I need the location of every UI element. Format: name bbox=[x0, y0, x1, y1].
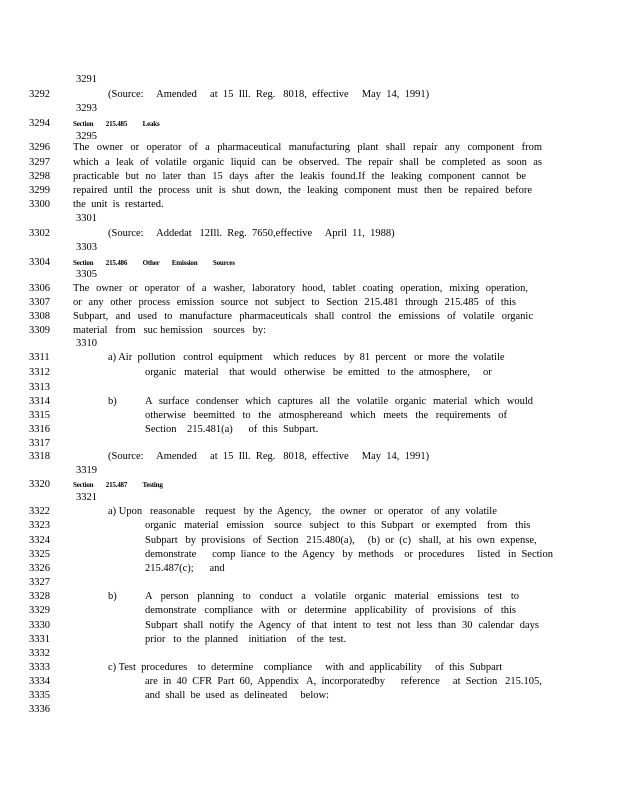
document-line bbox=[0, 88, 618, 102]
document-line bbox=[0, 117, 618, 131]
document-line bbox=[0, 212, 618, 226]
line-text: practicable but no later than 15 days after the leakis found.If the leaking component cannot be bbox=[73, 171, 526, 182]
interline-number: 3305 bbox=[76, 269, 97, 280]
line-number: 3317 bbox=[29, 438, 50, 449]
document-line bbox=[0, 241, 618, 255]
section-heading: Section 215.487 Testing bbox=[73, 481, 163, 489]
line-number: 3315 bbox=[29, 410, 50, 421]
interline-number: 3295 bbox=[76, 131, 97, 142]
line-number: 3302 bbox=[29, 228, 50, 239]
line-number: 3314 bbox=[29, 396, 50, 407]
line-number: 3298 bbox=[29, 171, 50, 182]
document-line bbox=[0, 478, 618, 492]
line-number: 3335 bbox=[29, 690, 50, 701]
document-line bbox=[0, 548, 618, 562]
line-text: which a leak of volatile organic liquid can be observed. The repair shall be completed as soon as bbox=[73, 157, 542, 168]
line-text: prior to the planned initiation of the test. bbox=[145, 634, 347, 645]
document-line bbox=[0, 689, 618, 703]
line-number: 3336 bbox=[29, 704, 50, 715]
line-text: A person planning to conduct a volatile organic material emissions test to bbox=[145, 591, 519, 602]
line-number: 3299 bbox=[29, 185, 50, 196]
line-number: 3323 bbox=[29, 520, 50, 531]
document-line bbox=[0, 534, 618, 548]
line-text: b) bbox=[108, 396, 117, 407]
line-number: 3318 bbox=[29, 451, 50, 462]
document-line bbox=[0, 519, 618, 533]
line-text: (Source: Amended at 15 Ill. Reg. 8018, effective May 14, 1991) bbox=[108, 89, 430, 100]
interline-number: 3303 bbox=[76, 242, 97, 253]
document-line bbox=[0, 73, 618, 87]
hanging-indent-text bbox=[0, 604, 618, 618]
hanging-indent-text bbox=[0, 409, 618, 423]
line-text: The owner or operator of a pharmaceutical manufacturing plant shall repair any component from bbox=[73, 142, 542, 153]
hanging-indent-text bbox=[0, 633, 618, 647]
document-line bbox=[0, 437, 618, 451]
line-number: 3311 bbox=[29, 352, 50, 363]
line-number: 3300 bbox=[29, 199, 50, 210]
line-number: 3309 bbox=[29, 325, 50, 336]
line-text: organic material that would otherwise be emitted to the atmosphere, or bbox=[145, 367, 492, 378]
line-number: 3320 bbox=[29, 479, 50, 490]
interline-number: 3310 bbox=[76, 338, 97, 349]
line-text: Subpart by provisions of Section 215.480(a), (b) or (c) shall, at his own expense, bbox=[145, 535, 537, 546]
line-number: 3316 bbox=[29, 424, 50, 435]
document-line bbox=[0, 464, 618, 478]
document-line bbox=[0, 141, 618, 155]
line-text: Section 215.481(a) of this Subpart. bbox=[145, 424, 319, 435]
line-number: 3324 bbox=[29, 535, 50, 546]
document-line bbox=[0, 324, 618, 338]
document-line bbox=[0, 381, 618, 395]
interline-number: 3291 bbox=[76, 74, 97, 85]
line-number: 3333 bbox=[29, 662, 50, 673]
document-line bbox=[0, 337, 618, 351]
line-number: 3297 bbox=[29, 157, 50, 168]
line-text: A surface condenser which captures all the volatile organic material which would bbox=[145, 396, 533, 407]
line-text: demonstrate comp liance to the Agency by methods or procedures listed in Section bbox=[145, 549, 553, 560]
line-text: a) Upon reasonable request by the Agency, the owner or operator of any volatile bbox=[108, 506, 497, 517]
line-number: 3325 bbox=[29, 549, 50, 560]
line-number: 3307 bbox=[29, 297, 50, 308]
line-text: organic material emission source subject to this Subpart or exempted from this bbox=[145, 520, 531, 531]
line-text: are in 40 CFR Part 60, Appendix A, incorporatedby reference at Section 215.105, bbox=[145, 676, 542, 687]
line-text: 215.487(c); and bbox=[145, 563, 225, 574]
document-line bbox=[0, 661, 618, 675]
document-line bbox=[0, 450, 618, 464]
section-heading: Section 215.486 Other Emission Sources bbox=[73, 259, 235, 267]
line-number: 3330 bbox=[29, 620, 50, 631]
document-line bbox=[0, 351, 618, 365]
document-line bbox=[0, 282, 618, 296]
line-number: 3326 bbox=[29, 563, 50, 574]
interline-number: 3321 bbox=[76, 492, 97, 503]
document-line bbox=[0, 491, 618, 505]
line-number: 3327 bbox=[29, 577, 50, 588]
document-line bbox=[0, 198, 618, 212]
line-text: or any other process emission source not subject to Section 215.481 through 215.485 of this bbox=[73, 297, 516, 308]
document-line bbox=[0, 102, 618, 116]
line-number: 3306 bbox=[29, 283, 50, 294]
section-heading: Section 215.485 Leaks bbox=[73, 120, 160, 128]
document-line bbox=[0, 227, 618, 241]
document-line bbox=[0, 576, 618, 590]
document-line bbox=[0, 310, 618, 324]
hanging-indent-text bbox=[0, 423, 618, 437]
line-number: 3313 bbox=[29, 382, 50, 393]
document-line bbox=[0, 366, 618, 380]
line-text: c) Test procedures to determine compliance with and applicability of this Subpart bbox=[108, 662, 503, 673]
line-text: (Source: Amended at 15 Ill. Reg. 8018, effective May 14, 1991) bbox=[108, 451, 430, 462]
document-line bbox=[0, 562, 618, 576]
line-number: 3292 bbox=[29, 89, 50, 100]
line-text: and shall be used as delineated below: bbox=[145, 690, 329, 701]
line-number: 3296 bbox=[29, 142, 50, 153]
document-line bbox=[0, 184, 618, 198]
document-line bbox=[0, 505, 618, 519]
line-number: 3312 bbox=[29, 367, 50, 378]
interline-number: 3293 bbox=[76, 103, 97, 114]
line-text: a) Air pollution control equipment which reduces by 81 percent or more the volatile bbox=[108, 352, 505, 363]
line-text: otherwise beemitted to the atmosphereand which meets the requirements of bbox=[145, 410, 507, 421]
line-text: (Source: Addedat 12Ill. Reg. 7650,effective April 11, 1988) bbox=[108, 228, 395, 239]
line-number: 3332 bbox=[29, 648, 50, 659]
line-number: 3294 bbox=[29, 118, 50, 129]
hanging-indent-text bbox=[0, 590, 618, 604]
line-text: Subpart, and used to manufacture pharmaceuticals shall control the emissions of volatile organic bbox=[73, 311, 533, 322]
line-text: the unit is restarted. bbox=[73, 199, 164, 210]
line-text: The owner or operator of a washer, laboratory hood, tablet coating operation, mixing operation, bbox=[73, 283, 528, 294]
line-number: 3304 bbox=[29, 257, 50, 268]
document-line bbox=[0, 703, 618, 717]
interline-number: 3301 bbox=[76, 213, 97, 224]
line-text: Subpart shall notify the Agency of that intent to test not less than 30 calendar days bbox=[145, 620, 539, 631]
line-number: 3328 bbox=[29, 591, 50, 602]
hanging-indent-text bbox=[0, 395, 618, 409]
line-text: material from suc hemission sources by: bbox=[73, 325, 267, 336]
document-line bbox=[0, 268, 618, 282]
line-number: 3308 bbox=[29, 311, 50, 322]
document-line bbox=[0, 675, 618, 689]
line-number: 3334 bbox=[29, 676, 50, 687]
hanging-indent-text bbox=[0, 619, 618, 633]
document-line bbox=[0, 170, 618, 184]
line-text: demonstrate compliance with or determine applicability of provisions of this bbox=[145, 605, 516, 616]
line-number: 3329 bbox=[29, 605, 50, 616]
line-number: 3322 bbox=[29, 506, 50, 517]
document-line bbox=[0, 296, 618, 310]
interline-number: 3319 bbox=[76, 465, 97, 476]
line-text: repaired until the process unit is shut down, the leaking component must then be repaired before bbox=[73, 185, 532, 196]
document-line bbox=[0, 156, 618, 170]
line-text: b) bbox=[108, 591, 117, 602]
line-number: 3331 bbox=[29, 634, 50, 645]
document-line bbox=[0, 647, 618, 661]
